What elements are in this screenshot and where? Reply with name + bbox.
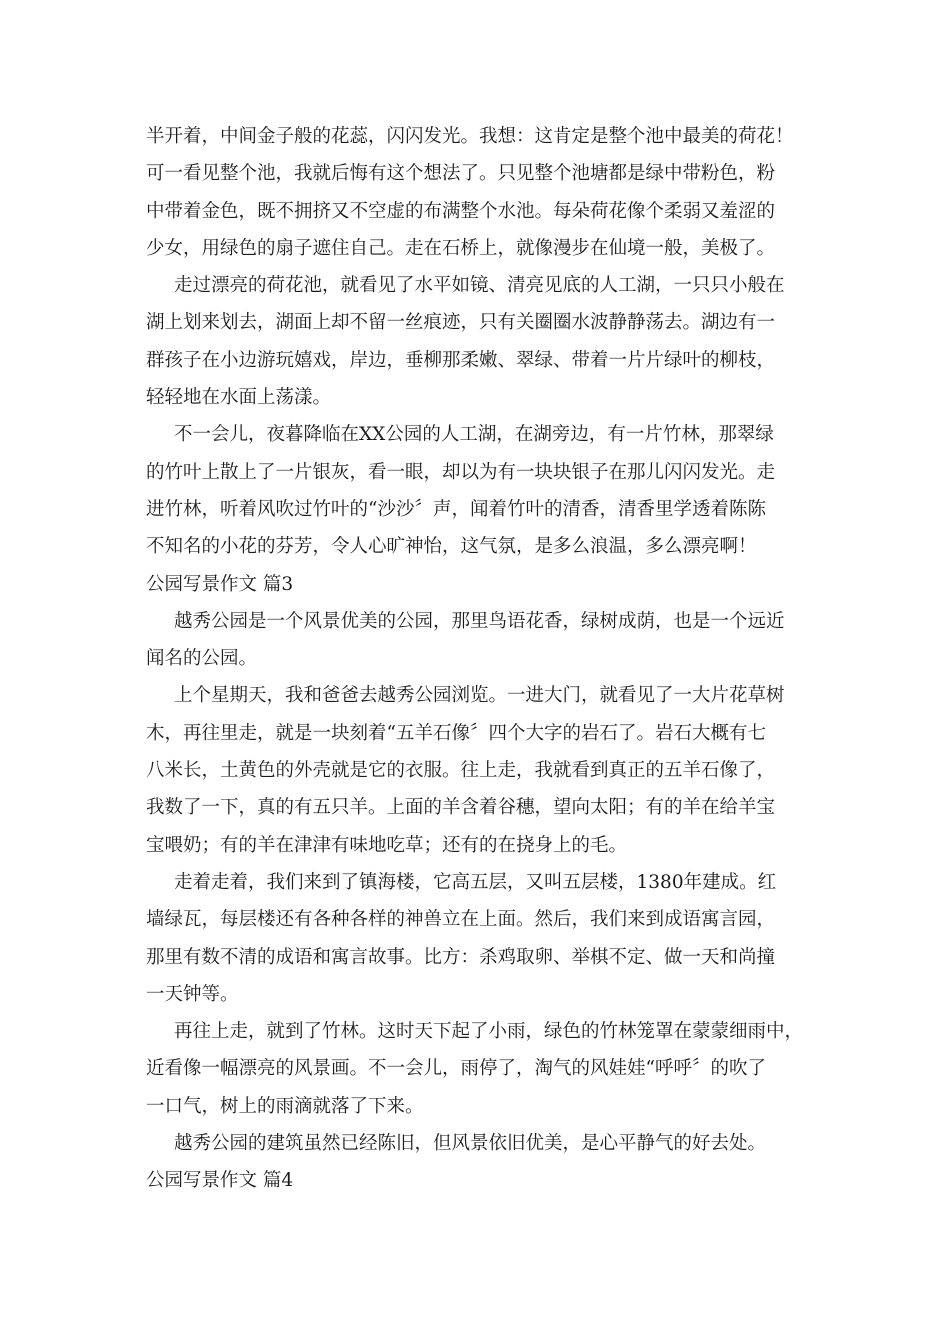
- paragraph-start-line: 走着走着，我们来到了镇海楼，它高五层，又叫五层楼，1380年建成。红: [174, 871, 777, 893]
- text-line: 不知名的小花的芬芳，令人心旷神怡，这气氛，是多么浪温，多么漂亮啊！: [146, 536, 757, 558]
- text-line: 八米长，土黄色的外壳就是它的衣服。往上走，我就看到真正的五羊石像了，: [146, 760, 776, 782]
- text-line: 轻轻地在水面上荡漾。: [146, 387, 332, 409]
- paragraph-start-line: 越秀公园是一个风景优美的公园，那里鸟语花香，绿树成荫，也是一个远近: [174, 610, 785, 632]
- text-line: 少女，用绿色的扇子遮住自己。走在石桥上，就像漫步在仙境一般，美极了。: [146, 237, 776, 259]
- text-line: 宝喂奶；有的羊在津津有味地吃草；还有的在挠身上的毛。: [146, 834, 628, 856]
- text-line: 进竹林，听着风吹过竹叶的“沙沙〞声，闻着竹叶的清香，清香里学透着陈陈: [146, 498, 766, 520]
- text-line: 中带着金色，既不拥挤又不空虚的布满整个水池。每朵荷花像个柔弱又羞涩的: [146, 200, 776, 222]
- text-line: 群孩子在小边游玩嬉戏，岸边，垂柳那柔嫩、翠绿、带着一片片绿叶的柳枝，: [146, 349, 776, 371]
- text-line: 的竹叶上散上了一片银灰，看一眼，却以为有一块块银子在那儿闪闪发光。走: [146, 461, 776, 483]
- text-line: 一口气，树上的雨滴就落了下来。: [146, 1095, 424, 1117]
- text-line: 闻名的公园。: [146, 648, 258, 670]
- text-line: 湖上划来划去，湖面上却不留一丝痕迹，只有关圈圈水波静静荡去。湖边有一: [146, 312, 776, 334]
- section-heading: 公园写景作文 篇3: [146, 573, 294, 595]
- text-line: 我数了一下，真的有五只羊。上面的羊含着谷穗，望向太阳；有的羊在给羊宝: [146, 797, 776, 819]
- paragraph-start-line: 上个星期天，我和爸爸去越秀公园浏览。一进大门，就看见了一大片花草树: [174, 685, 785, 707]
- section-heading: 公园写景作文 篇4: [146, 1170, 294, 1192]
- text-line: 近看像一幅漂亮的风景画。不一会儿，雨停了，淘气的风娃娃“呼呼〞的吹了: [146, 1058, 766, 1080]
- text-line: 墙绿瓦，每层楼还有各种各样的神兽立在上面。然后，我们来到成语寓言园，: [146, 909, 776, 931]
- paragraph-start-line: 走过漂亮的荷花池，就看见了水平如镜、清亮见底的人工湖，一只只小般在: [174, 275, 785, 297]
- document-body: [146, 118, 818, 1200]
- text-line: 木，再往里走，就是一块刻着“五羊石像〞四个大字的岩石了。岩石大概有七: [146, 722, 766, 744]
- paragraph-start-line: 再往上走，就到了竹林。这时天下起了小雨，绿色的竹林笼罩在蒙蒙细雨中，: [174, 1021, 804, 1043]
- text-line: 那里有数不清的成语和寓言故事。比方：杀鸡取卵、举棋不定、做一天和尚撞: [146, 946, 776, 968]
- text-line: 可一看见整个池，我就后悔有这个想法了。只见整个池塘都是绿中带粉色，粉: [146, 163, 776, 185]
- paragraph-start-line: 不一会儿，夜暮降临在XX公园的人工湖，在湖旁边，有一片竹林，那翠绿: [174, 424, 774, 446]
- paragraph-start-line: 越秀公园的建筑虽然已经陈旧，但风景依旧优美，是心平静气的好去处。: [174, 1133, 767, 1155]
- text-line: 半开着，中间金子般的花蕊，闪闪发光。我想：这肯定是整个池中最美的荷花！: [146, 126, 794, 147]
- text-line: 一天钟等。: [146, 983, 239, 1005]
